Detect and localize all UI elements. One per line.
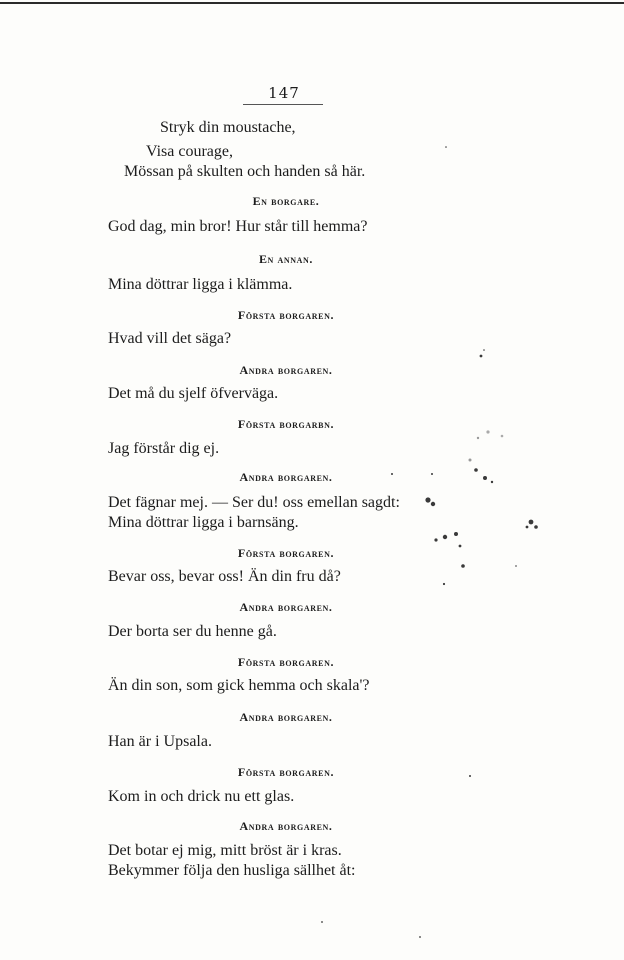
page-number-underline — [243, 104, 323, 105]
speaker-heading: Första borgaren. — [237, 765, 335, 779]
dialogue-line: Kom in och drick nu ett glas. — [108, 788, 295, 805]
dialogue-line: Hvad vill det säga? — [108, 330, 232, 347]
speaker-heading: Första borgaren. — [237, 546, 335, 560]
speaker-heading: Andra borgaren. — [239, 363, 333, 377]
speaker-heading: Första borgaren. — [237, 655, 335, 669]
speaker-heading: En annan. — [258, 252, 314, 266]
speaker-heading: Första borgaren. — [237, 308, 335, 322]
verse-line: Stryk din moustache, — [160, 119, 296, 136]
speaker-heading: Andra borgaren. — [239, 470, 333, 484]
dialogue-line: Der borta ser du henne gå. — [108, 623, 277, 640]
dialogue-line: Än din son, som gick hemma och skala'? — [108, 677, 370, 694]
verse-line: Visa courage, — [146, 143, 233, 160]
dialogue-line: Bevar oss, bevar oss! Än din fru då? — [108, 568, 341, 585]
speaker-heading: Andra borgaren. — [239, 710, 333, 724]
speaker-heading: Andra borgaren. — [239, 600, 333, 614]
dialogue-line: Mina döttrar ligga i barnsäng. — [108, 514, 299, 531]
top-border-rule — [0, 2, 624, 4]
verse-line: Mössan på skulten och handen så här. — [124, 163, 366, 180]
dialogue-line: God dag, min bror! Hur står till hemma? — [108, 218, 368, 235]
speaker-heading: Andra borgaren. — [239, 819, 333, 833]
dialogue-line: Det fägnar mej. — Ser du! oss emellan sagdt: — [108, 494, 400, 511]
dialogue-line: Mina döttrar ligga i klämma. — [108, 276, 293, 293]
speaker-heading: Första borgarbn. — [237, 417, 335, 431]
speaker-heading: En borgare. — [252, 194, 320, 208]
dialogue-line: Det botar ej mig, mitt bröst är i kras. — [108, 842, 342, 859]
dialogue-line: Jag förstår dig ej. — [108, 440, 220, 457]
page-number: 147 — [268, 84, 300, 102]
dialogue-line: Han är i Upsala. — [108, 733, 212, 750]
dialogue-line: Det må du sjelf öfverväga. — [108, 385, 279, 402]
dialogue-line: Bekymmer följa den husliga sällhet åt: — [108, 862, 356, 879]
